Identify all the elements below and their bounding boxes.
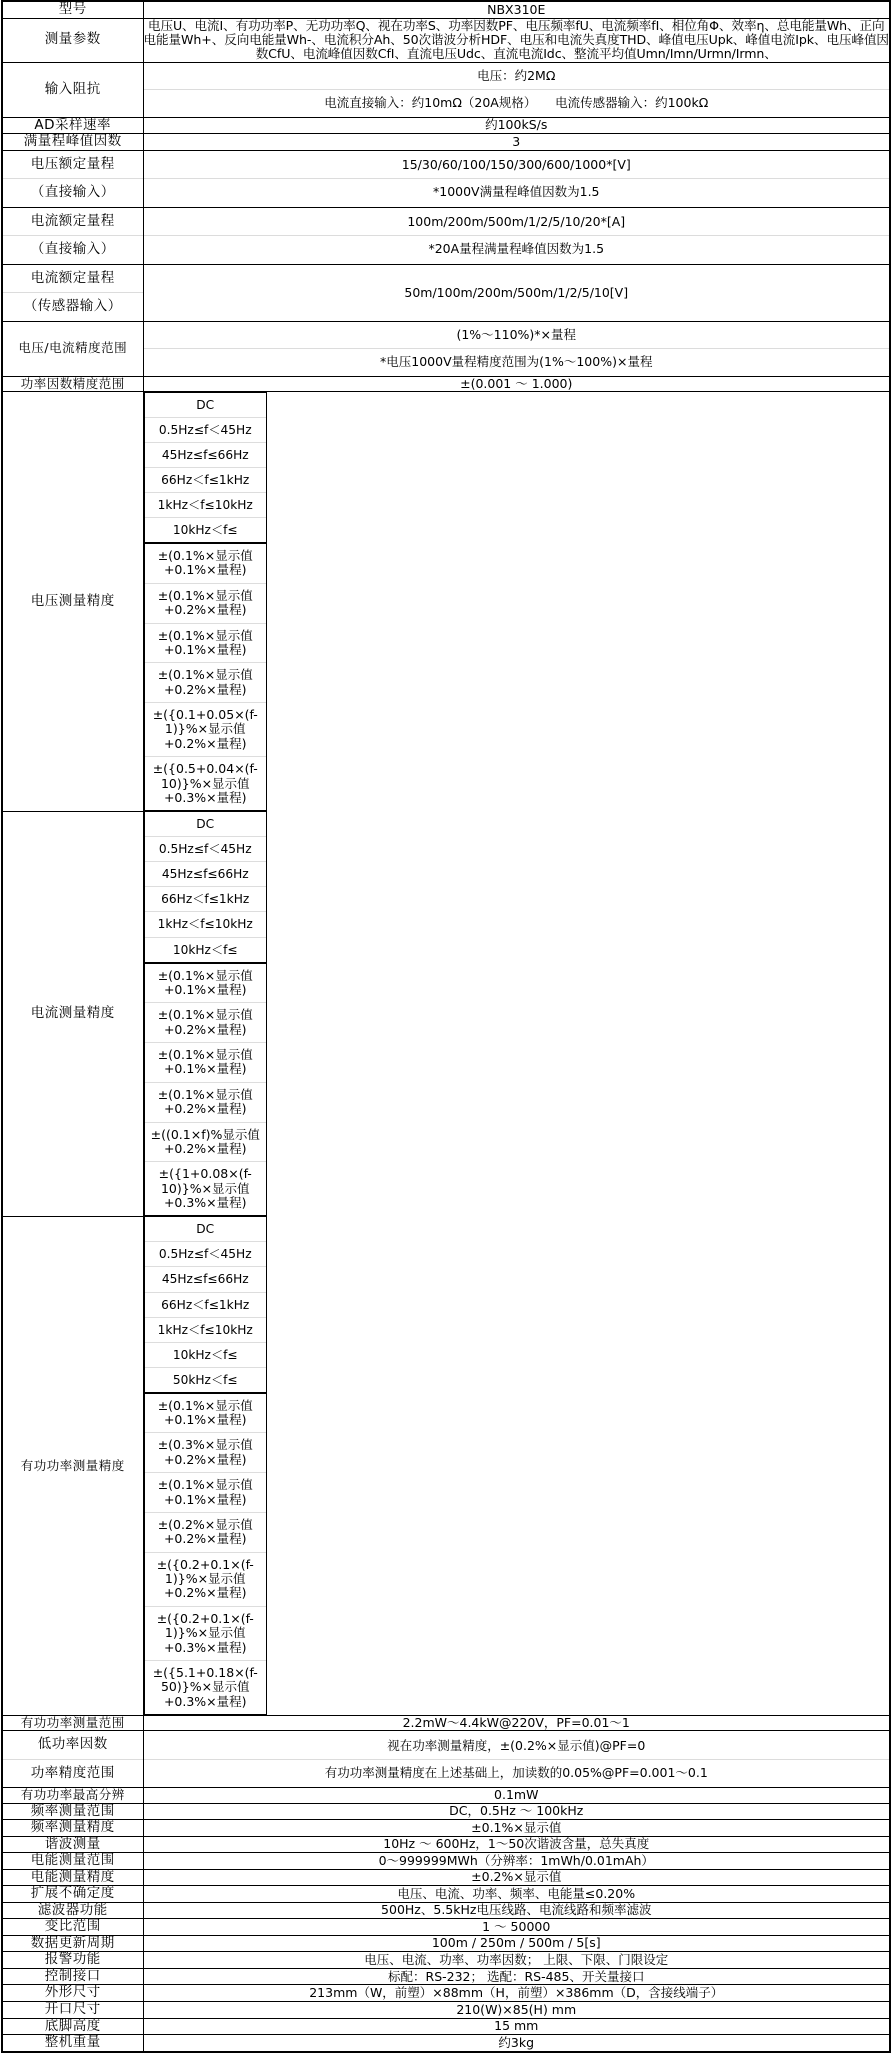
row-value-filter: 500Hz、5.5kHz电压线路、电流线路和频率滤波: [143, 1902, 890, 1919]
voltage-range-values: 15/30/60/100/150/300/600/1000*[V]: [401, 156, 631, 172]
row-label-model: 型号: [2, 1, 143, 18]
table-row-vi-accuracy-range: [2, 321, 890, 376]
vi-accuracy-note: *电压1000V量程精度范围为(1%～100%)×量程: [144, 348, 890, 375]
row-value-model: NBX310E: [143, 1, 890, 18]
current-range-direct-label-main: 电流额定量程: [30, 212, 115, 229]
freq-band: 1kHz＜f≤10kHz: [145, 911, 267, 936]
row-label-freq-range: 频率测量范围: [2, 1803, 143, 1820]
row-label-cutout: 开口尺寸: [2, 2001, 143, 2018]
row-label-power-accuracy: 有功功率测量精度: [2, 1216, 143, 1715]
row-label-measure-params: 测量参数: [2, 18, 143, 62]
accuracy-formula: ±({0.2+0.1×(f-1)}%×显示值+0.2%×量程): [145, 1552, 267, 1606]
input-impedance-current: 电流直接输入：约10mΩ（20A规格） 电流传感器输入：约100kΩ: [144, 89, 890, 116]
current-range-direct-label-sub: （直接输入）: [3, 235, 143, 264]
voltage-range-label-sub: （直接输入）: [3, 178, 143, 207]
row-value-current-range-sensor: 50m/100m/200m/500m/1/2/5/10[V]: [143, 264, 890, 321]
freq-band: 66Hz＜f≤1kHz: [145, 1292, 267, 1317]
low-pf-label-main: 低功率因数: [37, 1736, 108, 1753]
accuracy-formula: ±({0.5+0.04×(f-10)}%×显示值+0.3%×量程): [145, 756, 267, 810]
current-range-direct-note: *20A量程满量程峰值因数为1.5: [144, 235, 890, 262]
accuracy-formula: ±({5.1+0.18×(f-50)}%×显示值+0.3%×量程): [145, 1660, 267, 1714]
row-value-voltage-range: [143, 150, 890, 207]
table-row-energy-range: [2, 1853, 890, 1870]
freq-band: 45Hz≤f≤66Hz: [145, 442, 267, 467]
freq-band: 10kHz＜f≤: [145, 517, 267, 542]
accuracy-formula: ±({0.1+0.05×(f-1)}%×显示值+0.2%×量程): [145, 702, 267, 756]
accuracy-formula: ±(0.1%×显示值+0.1%×量程): [157, 548, 253, 578]
row-label-power-range: 有功功率测量范围: [2, 1716, 143, 1731]
row-label-crest-factor: 满量程峰值因数: [2, 134, 143, 151]
table-row-current-range-sensor: [2, 264, 890, 321]
freq-band: 0.5Hz≤f＜45Hz: [145, 836, 267, 861]
accuracy-formula: ±(0.1%×显示值+0.1%×量程): [145, 1042, 267, 1082]
row-label-control-interface: 控制接口: [2, 1968, 143, 1985]
low-pf-label-sub: 功率精度范围: [3, 1759, 143, 1788]
voltage-accuracy-freq-column: [144, 392, 268, 543]
row-value-freq-range: DC，0.5Hz ～ 100kHz: [143, 1803, 890, 1820]
row-value-power-range: 2.2mW～4.4kW@220V，PF=0.01～1: [143, 1716, 890, 1731]
row-label-freq-accuracy: 频率测量精度: [2, 1820, 143, 1837]
table-row-cutout: [2, 2001, 890, 2018]
row-label-low-pf: [2, 1731, 143, 1788]
freq-band: 1kHz＜f≤10kHz: [145, 492, 267, 517]
row-label-voltage-range: [2, 150, 143, 207]
row-value-power-resolution: 0.1mW: [143, 1788, 890, 1803]
row-label-dimensions: 外形尺寸: [2, 1985, 143, 2002]
row-label-pf-accuracy-range: 功率因数精度范围: [2, 376, 143, 391]
row-label-weight: 整机重量: [2, 2035, 143, 2052]
low-pf-value-main: 视在功率测量精度，±(0.2%×显示值)@PF=0: [387, 1737, 646, 1753]
row-value-energy-accuracy: ±0.2%×显示值: [143, 1869, 890, 1886]
row-value-low-pf: [143, 1731, 890, 1788]
power-accuracy-formula-column: [144, 1393, 268, 1715]
freq-band: 45Hz≤f≤66Hz: [145, 1266, 267, 1291]
table-row-energy-accuracy: [2, 1869, 890, 1886]
freq-band: 50kHz＜f≤: [145, 1367, 267, 1392]
table-row-model: [2, 1, 890, 18]
row-value-update-period: 100m / 250m / 500m / 5[s]: [143, 1935, 890, 1952]
row-value-control-interface: 标配：RS-232； 选配：RS-485、开关量接口: [143, 1968, 890, 1985]
freq-band: DC: [196, 1222, 215, 1237]
table-row-crest-factor: [2, 134, 890, 151]
row-value-current-range-direct: [143, 207, 890, 264]
row-label-alarm: 报警功能: [2, 1952, 143, 1969]
voltage-accuracy-formula-column: [144, 543, 268, 811]
freq-band: 0.5Hz≤f＜45Hz: [145, 417, 267, 442]
row-label-current-accuracy: 电流测量精度: [2, 811, 143, 1216]
row-label-ad-rate: AD采样速率: [2, 117, 143, 134]
row-value-measure-params: 电压U、电流I、有功功率P、无功功率Q、视在功率S、功率因数PF、电压频率fU、电流频率fI、相位角Φ、效率η、总电能量Wh、正向电能量Wh+、反向电能量Wh-、电流积分Ah、50次谐波分析HDF、电压和电流失真度THD、峰值电压Upk、峰值电流Ipk、电压峰值因数CfU、电流峰值因数CfI、直流电压Udc、直流电流Idc、整流平均值Umn/Imn/Urmn/Irmn、: [143, 17, 889, 62]
power-accuracy-freq-column: [144, 1216, 268, 1392]
accuracy-formula: ±(0.1%×显示值+0.1%×量程): [157, 1397, 253, 1428]
row-label-input-impedance: 输入阻抗: [2, 62, 143, 117]
table-row-voltage-range: [2, 150, 890, 207]
table-row-uncertainty: [2, 1886, 890, 1903]
row-value-alarm: 电压、电流、功率、功率因数； 上限、下限、门限设定: [143, 1952, 890, 1969]
freq-band: 66Hz＜f≤1kHz: [145, 467, 267, 492]
freq-band: DC: [196, 397, 215, 412]
freq-band: 45Hz≤f≤66Hz: [145, 861, 267, 886]
accuracy-formula: ±(0.1%×显示值+0.1%×量程): [145, 623, 267, 663]
vi-accuracy-main: (1%～110%)*×量程: [456, 326, 577, 342]
row-value-energy-range: 0～999999MWh（分辨率：1mWh/0.01mAh）: [143, 1853, 890, 1870]
accuracy-formula: ±(0.1%×显示值+0.2%×量程): [145, 1002, 267, 1042]
row-label-vi-accuracy-range: 电压/电流精度范围: [2, 321, 143, 376]
row-value-pf-accuracy-range: ±(0.001 ～ 1.000): [143, 376, 890, 391]
specification-table: [1, 0, 891, 2053]
table-row-current-accuracy: [2, 811, 890, 1216]
table-row-freq-range: [2, 1803, 890, 1820]
row-label-power-resolution: 有功功率最高分辨: [2, 1788, 143, 1803]
accuracy-formula: ±(0.1%×显示值+0.1%×量程): [157, 967, 253, 997]
row-label-uncertainty: 扩展不确定度: [2, 1886, 143, 1903]
row-label-energy-range: 电能测量范围: [2, 1853, 143, 1870]
table-row-ad-rate: [2, 117, 890, 134]
table-row-freq-accuracy: [2, 1820, 890, 1837]
row-value-dimensions: 213mm（W，前塑）×88mm（H，前塑）×386mm（D，含接线端子）: [143, 1985, 890, 2002]
table-row-weight: [2, 2035, 890, 2052]
table-row-input-impedance: [2, 62, 890, 117]
row-label-filter: 滤波器功能: [2, 1902, 143, 1919]
accuracy-formula: ±((0.1×f)%显示值+0.2%×量程): [145, 1122, 267, 1162]
row-label-voltage-accuracy: 电压测量精度: [2, 391, 143, 811]
table-row-harmonic: [2, 1836, 890, 1853]
table-row-dimensions: [2, 1985, 890, 2002]
table-row-filter: [2, 1902, 890, 1919]
table-row-power-accuracy: [2, 1216, 890, 1715]
table-row-alarm: [2, 1952, 890, 1969]
table-row-low-pf: [2, 1731, 890, 1788]
row-value-ad-rate: 约100kS/s: [143, 117, 890, 134]
table-row-measure-params: [2, 18, 890, 62]
accuracy-formula: ±({1+0.08×(f-10)}%×显示值+0.3%×量程): [145, 1161, 267, 1215]
row-value-harmonic: 10Hz ～ 600Hz，1～50次谐波含量，总失真度: [143, 1836, 890, 1853]
row-label-foot-height: 底脚高度: [2, 2018, 143, 2035]
table-row-power-resolution: [2, 1788, 890, 1803]
freq-band: 66Hz＜f≤1kHz: [145, 886, 267, 911]
freq-band: 10kHz＜f≤: [145, 937, 267, 962]
row-value-ratio-range: 1 ～ 50000: [143, 1919, 890, 1936]
row-value-crest-factor: 3: [143, 134, 890, 151]
accuracy-formula: ±(0.2%×显示值+0.2%×量程): [145, 1512, 267, 1552]
low-pf-value-sub: 有功功率测量精度在上述基础上，加读数的0.05%@PF=0.001～0.1: [144, 1759, 890, 1786]
row-label-energy-accuracy: 电能测量精度: [2, 1869, 143, 1886]
voltage-range-label-main: 电压额定量程: [30, 155, 115, 172]
row-value-cutout: 210(W)×85(H) mm: [143, 2001, 890, 2018]
current-accuracy-formula-column: [144, 963, 268, 1217]
accuracy-formula: ±(0.1%×显示值+0.2%×量程): [145, 583, 267, 623]
row-value-vi-accuracy-range: [143, 321, 890, 376]
current-accuracy-freq-column: [144, 811, 268, 962]
freq-band: 0.5Hz≤f＜45Hz: [145, 1241, 267, 1266]
freq-band: 1kHz＜f≤10kHz: [145, 1317, 267, 1342]
accuracy-formula: ±(0.3%×显示值+0.2%×量程): [145, 1432, 267, 1472]
table-row-control-interface: [2, 1968, 890, 1985]
row-value-input-impedance: [143, 62, 890, 117]
table-row-ratio-range: [2, 1919, 890, 1936]
voltage-range-note: *1000V满量程峰值因数为1.5: [144, 178, 890, 205]
row-value-freq-accuracy: ±0.1%×显示值: [143, 1820, 890, 1837]
row-label-current-range-sensor: [2, 264, 143, 321]
freq-band: DC: [196, 817, 215, 832]
row-label-ratio-range: 变比范围: [2, 1919, 143, 1936]
current-range-sensor-label-main: 电流额定量程: [30, 269, 115, 286]
row-value-foot-height: 15 mm: [143, 2018, 890, 2035]
accuracy-formula: ±(0.1%×显示值+0.1%×量程): [145, 1472, 267, 1512]
freq-band: 10kHz＜f≤: [145, 1342, 267, 1367]
accuracy-formula: ±({0.2+0.1×(f-1)}%×显示值+0.3%×量程): [145, 1606, 267, 1660]
row-label-harmonic: 谐波测量: [2, 1836, 143, 1853]
table-row-update-period: [2, 1935, 890, 1952]
row-label-current-range-direct: [2, 207, 143, 264]
current-range-sensor-label-sub: （传感器输入）: [3, 292, 143, 321]
accuracy-formula: ±(0.1%×显示值+0.2%×量程): [145, 662, 267, 702]
row-value-uncertainty: 电压、电流、功率、频率、电能量≤0.20%: [143, 1886, 890, 1903]
input-impedance-voltage: 电压：约2MΩ: [477, 67, 556, 83]
row-value-weight: 约3kg: [143, 2035, 890, 2052]
table-row-current-range-direct: [2, 207, 890, 264]
table-row-foot-height: [2, 2018, 890, 2035]
row-label-update-period: 数据更新周期: [2, 1935, 143, 1952]
accuracy-formula: ±(0.1%×显示值+0.2%×量程): [145, 1082, 267, 1122]
table-row-voltage-accuracy: [2, 391, 890, 811]
table-row-power-range: [2, 1716, 890, 1731]
current-range-direct-values: 100m/200m/500m/1/2/5/10/20*[A]: [407, 213, 626, 229]
table-row-pf-accuracy-range: [2, 376, 890, 391]
